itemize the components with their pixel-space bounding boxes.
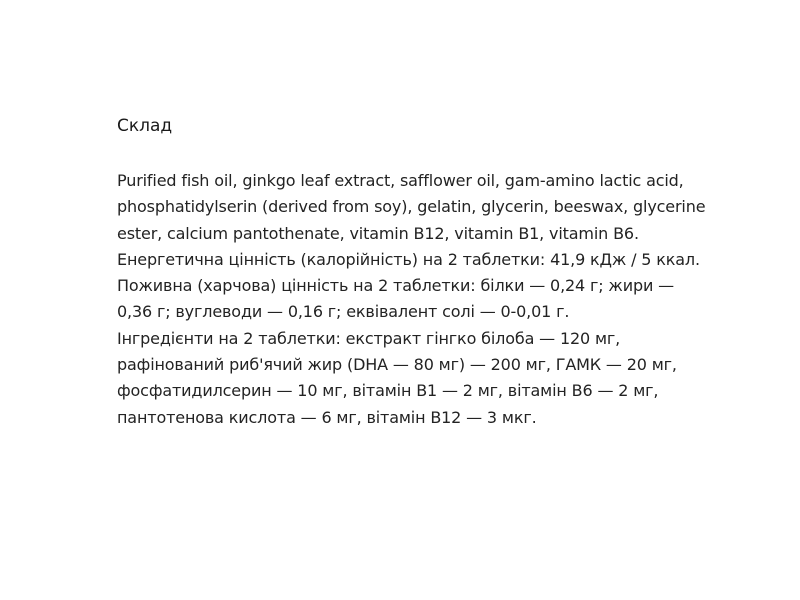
ingredients-english-paragraph: Purified fish oil, ginkgo leaf extract, safflower oil, gam-amino lactic acid, phosphatidylserin (derived from soy), gelatin, glycerin, beeswax, glycerine ester, calcium pantothenate, vitamin B12, vitamin B1, vitamin B6. bbox=[117, 171, 706, 243]
ingredients-ukrainian-paragraph: Інгредієнти на 2 таблетки: екстракт гінгко білоба — 120 мг, рафінований риб'ячий жир (DHA — 80 мг) — 200 мг, ГАМК — 20 мг, фосфатидилсерин — 10 мг, вітамін B1 — 2 мг, вітамін B6 — 2 мг, пантотенова кислота — 6 мг, вітамін B12 — 3 мкг. bbox=[117, 328, 677, 427]
energy-value-paragraph: Енергетична цінність (калорійність) на 2 таблетки: 41,9 кДж / 5 ккал. bbox=[117, 249, 700, 269]
composition-section bbox=[117, 114, 707, 431]
composition-text bbox=[117, 168, 707, 431]
nutrition-value-paragraph: Поживна (харчова) цінність на 2 таблетки: білки — 0,24 г; жири — 0,36 г; вуглеводи — 0,16 г; еквівалент солі — 0-0,01 г. bbox=[117, 276, 674, 322]
section-title: Склад bbox=[117, 116, 173, 136]
